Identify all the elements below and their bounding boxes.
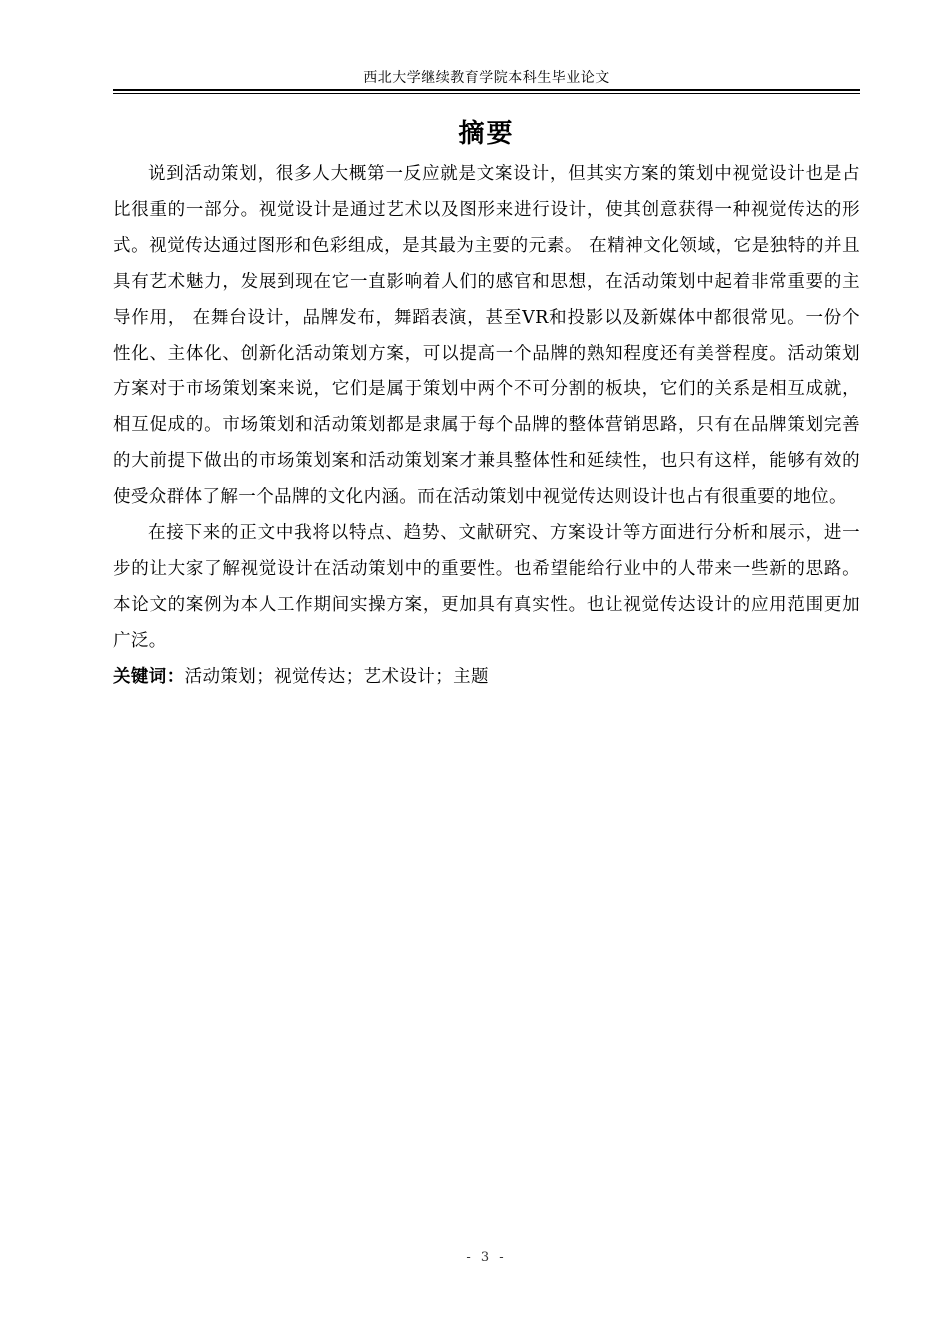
abstract-heading: 摘要: [458, 119, 515, 149]
header-rule-thin: [113, 93, 860, 94]
abstract-paragraph-1: 说到活动策划，很多人大概第一反应就是文案设计，但其实方案的策划中视觉设计也是占比很重的一部分。视觉设计是通过艺术以及图形来进行设计，使其创意获得一种视觉传达的形式。视觉传达通过图形和色彩组成，是其最为主要的元素。 在精神文化领域，它是独特的并且具有艺术魅力，发展到现在它一直影响着人们的感官和思想，在活动策划中起着非常重要的主导作用， 在舞台设计，品牌发布，舞蹈表演，甚至VR和投影以及新媒体中都很常见。一份个性化、主体化、创新化活动策划方案，可以提高一个品牌的熟知程度还有美誉程度。活动策划方案对于市场策划案来说，它们是属于策划中两个不可分割的板块，它们的关系是相互成就，相互促成的。市场策划和活动策划都是隶属于每个品牌的整体营销思路，只有在品牌策划完善的大前提下做出的市场策划案和活动策划案才兼具整体性和延续性，也只有这样，能够有效的使受众群体了解一个品牌的文化内涵。而在活动策划中视觉传达则设计也占有很重要的地位。: [113, 164, 860, 508]
keywords-line: [113, 660, 860, 696]
page-number: - 3 -: [466, 1250, 507, 1265]
abstract-body: [113, 157, 860, 696]
abstract-paragraph-2: 在接下来的正文中我将以特点、趋势、文献研究、方案设计等方面进行分析和展示，进一步的让大家了解视觉设计在活动策划中的重要性。也希望能给行业中的人带来一些新的思路。本论文的案例为本人工作期间实操方案，更加具有真实性。也让视觉传达设计的应用范围更加广泛。: [113, 523, 860, 651]
running-header: 西北大学继续教育学院本科生毕业论文: [363, 70, 610, 86]
keywords-label: 关键词：: [113, 666, 185, 687]
header-rule-thick: [113, 89, 860, 91]
keywords-value: 活动策划；视觉传达；艺术设计；主题: [184, 666, 489, 687]
